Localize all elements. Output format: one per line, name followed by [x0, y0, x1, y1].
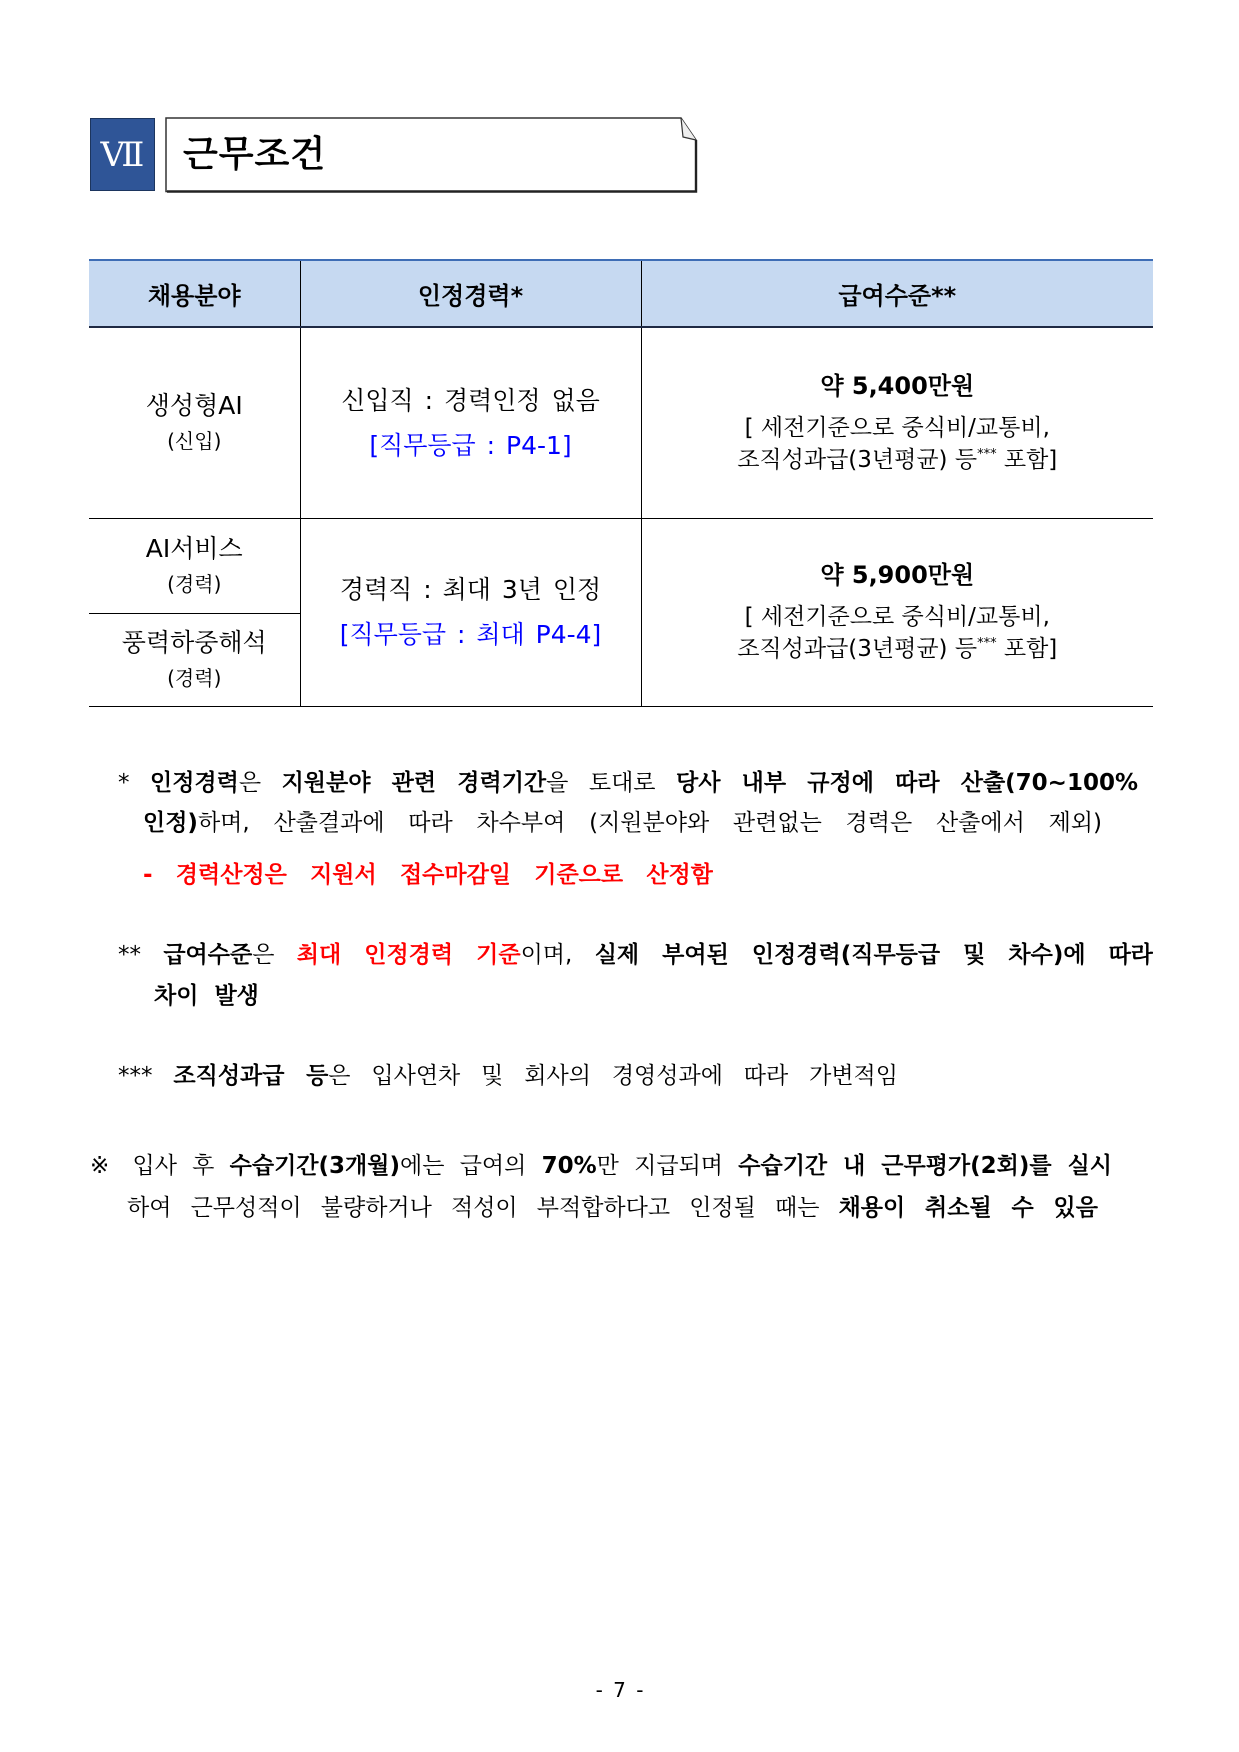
job-grade: [직무등급 : P4-1] [369, 430, 572, 460]
table-row [89, 518, 1153, 613]
footnote-mark: *** [977, 636, 997, 651]
header-salary-level: 급여수준** [641, 260, 1153, 327]
note-text: 은 입사연차 및 회사의 경영성과에 따라 가변적임 [328, 1063, 898, 1089]
cell-recognized-career [300, 327, 641, 518]
cell-recruit-field [89, 327, 300, 518]
note-bold-text: 실제 부여된 인정경력(직무등급 및 차수)에 따라 [594, 942, 1153, 968]
salary-detail-end: 포함] [996, 636, 1058, 662]
salary-amount: 약 5,400만원 [820, 371, 975, 400]
job-grade: [직무등급 : 최대 P4-4] [339, 620, 602, 649]
note-2-line-2: 차이 발생 [154, 983, 259, 1009]
field-level: (신입) [167, 428, 222, 453]
note-bold-text: 인정경력 [150, 770, 239, 796]
note-1-line-1 [118, 766, 1138, 800]
salary-detail-end: 포함] [996, 446, 1058, 473]
header-recognized-career: 인정경력* [300, 260, 641, 327]
note-bold-text: 당사 내부 규정에 따라 산출(70~100% [676, 770, 1138, 796]
salary-detail-text: 조직성과급(3년평균) 등 [737, 446, 978, 473]
note-text: 이며, [520, 942, 595, 968]
field-name: 생성형AI [145, 390, 243, 420]
note-2-line-1 [118, 938, 1153, 972]
note-3-line-1 [118, 1059, 898, 1093]
footnote-mark: *** [977, 446, 997, 462]
note-marker: ** [118, 942, 164, 968]
section-title-box [165, 117, 698, 193]
cell-recruit-field [89, 518, 300, 613]
note-text: ※ 입사 후 [90, 1153, 230, 1179]
note-text: 을 토대로 [546, 770, 677, 796]
career-recognition: 경력직 : 최대 3년 인정 [339, 575, 602, 604]
note-bold-text: 인정) [143, 810, 198, 836]
salary-detail-line-1: [ 세전기준으로 중식비/교통비, [744, 414, 1050, 441]
cell-salary [641, 518, 1153, 706]
note-text: 은 [238, 770, 282, 796]
note-bold-text: 급여수준 [163, 942, 253, 968]
note-4-line-2 [127, 1191, 1098, 1225]
section-numeral: Ⅶ [100, 134, 145, 175]
header-recruit-field: 채용분야 [89, 260, 300, 327]
field-level: (경력) [167, 665, 222, 690]
section-numeral-box [90, 118, 155, 191]
note-bold-text: 조직성과급 등 [173, 1063, 329, 1089]
note-text: 은 [252, 942, 297, 968]
salary-detail-line-2 [642, 444, 1154, 480]
note-bold-text: 수습기간 내 근무평가(2회)를 실시 [738, 1153, 1112, 1179]
note-marker: * [118, 770, 150, 796]
note-text: 하여 근무성적이 불량하거나 적성이 부적합하다고 인정될 때는 [127, 1195, 839, 1221]
note-text: 만 지급되며 [596, 1153, 739, 1179]
note-text: 하며, 산출결과에 따라 차수부여 (지원분야와 관련없는 경력은 산출에서 제외) [197, 810, 1102, 836]
work-conditions-table [89, 259, 1153, 707]
field-level: (경력) [167, 571, 222, 596]
note-bold-text: 70% [541, 1153, 597, 1179]
note-text: 에는 급여의 [400, 1153, 542, 1179]
field-name: AI서비스 [145, 533, 243, 563]
note-bold-text: 지원분야 관련 경력기간 [281, 770, 547, 796]
table-header-row [89, 260, 1153, 327]
note-4-line-1 [90, 1149, 1112, 1183]
field-name: 풍력하중해석 [121, 627, 267, 657]
page-number: - 7 - [595, 1678, 644, 1702]
note-bold-text: 수습기간(3개월) [229, 1153, 400, 1179]
note-1-line-2 [143, 806, 1102, 840]
salary-detail-line-1: [ 세전기준으로 중식비/교통비, [744, 604, 1050, 630]
note-bold-text: 채용이 취소될 수 있음 [838, 1195, 1098, 1221]
table-row [89, 327, 1153, 518]
cell-recognized-career [300, 518, 641, 706]
section-title: 근무조건 [183, 134, 327, 175]
salary-amount: 약 5,900만원 [820, 561, 975, 589]
salary-detail-text: 조직성과급(3년평균) 등 [737, 636, 978, 662]
note-marker: *** [118, 1063, 174, 1089]
salary-detail-line-2 [642, 633, 1154, 669]
cell-salary [641, 327, 1153, 518]
note-1-sub-item: - 경력산정은 지원서 접수마감일 기준으로 산정함 [143, 862, 713, 888]
career-recognition: 신입직 : 경력인정 없음 [341, 385, 600, 415]
note-red-text: 최대 인정경력 기준 [296, 942, 521, 968]
cell-recruit-field [89, 613, 300, 706]
